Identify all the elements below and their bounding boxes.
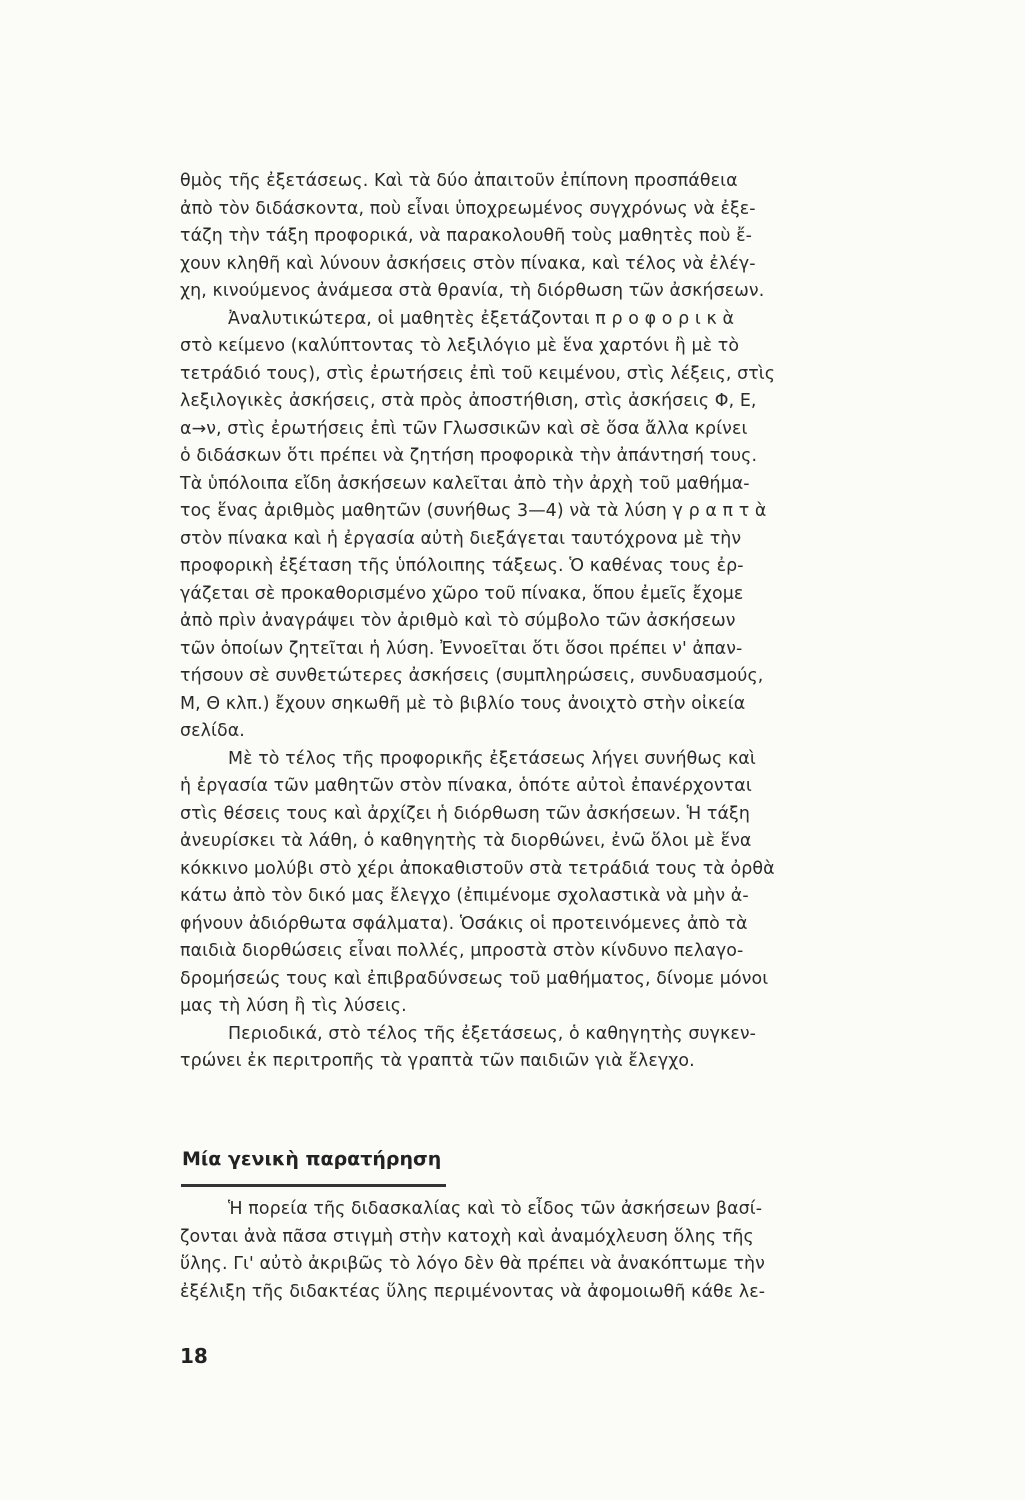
text-line: Τὰ ὑπόλοιπα εἴδη ἀσκήσεων καλεῖται ἀπὸ τὴν ἀρχὴ τοῦ μαθήμα-	[180, 473, 750, 494]
heading-underline	[181, 1184, 446, 1187]
text-line: Ἡ πορεία τῆς διδασκαλίας καὶ τὸ εἶδος τῶν ἀσκήσεων βασί-	[228, 1199, 763, 1219]
text-line: τῶν ὁποίων ζητεῖται ἡ λύση. Ἐννοεῖται ὅτι ὅσοι πρέπει ν' ἀπαν-	[180, 638, 743, 659]
text-line: κόκκινο μολύβι στὸ χέρι ἀποκαθιστοῦν στὰ τετράδιά τους τὰ ὀρθὰ	[180, 858, 775, 879]
text-line: ὕλης. Γι' αὐτὸ ἀκριβῶς τὸ λόγο δὲν θὰ πρέπει νὰ ἀνακόπτωμε τὴν	[180, 1254, 765, 1274]
text-line: τήσουν σὲ συνθετώτερες ἀσκήσεις (συμπληρώσεις, συνδυασμούς,	[180, 666, 764, 686]
text-line: τετράδιό τους), στὶς ἐρωτήσεις ἐπὶ τοῦ κειμένου, στὶς λέξεις, στὶς	[180, 363, 776, 384]
text-line: τος ἕνας ἀριθμὸς μαθητῶν (συνήθως 3—4) νὰ τὰ λύση γ ρ α π τ ὰ	[180, 501, 767, 521]
text-line: κάτω ἀπὸ τὸν δικό μας ἔλεγχο (ἐπιμένομε σχολαστικὰ νὰ μὴν ἀ-	[180, 886, 749, 906]
body-text	[180, 168, 867, 1076]
text-line: φήνουν ἀδιόρθωτα σφάλματα). Ὁσάκις οἱ προτεινόμενες ἀπὸ τὰ	[180, 913, 748, 934]
text-line: μας τὴ λύση ἢ τὶς λύσεις.	[180, 996, 407, 1016]
text-line: σελίδα.	[180, 721, 245, 741]
text-line: τάζη τὴν τάξη προφορικά, νὰ παρακολουθῆ τοὺς μαθητὲς ποὺ ἔ-	[180, 226, 753, 246]
text-line: θμὸς τῆς ἐξετάσεως. Καὶ τὰ δύο ἀπαιτοῦν ἐπίπονη προσπάθεια	[180, 171, 738, 191]
text-line: γάζεται σὲ προκαθορισμένο χῶρο τοῦ πίνακα, ὅπου ἐμεῖς ἔχομε	[180, 583, 744, 604]
text-line: στὶς θέσεις τους καὶ ἀρχίζει ἡ διόρθωση τῶν ἀσκήσεων. Ἡ τάξη	[180, 803, 750, 824]
text-line: ἐξέλιξη τῆς διδακτέας ὕλης περιμένοντας νὰ ἀφομοιωθῆ κάθε λε-	[180, 1281, 766, 1302]
section-heading: Μία γενικὴ παρατήρηση	[182, 1148, 442, 1170]
text-line: Μὲ τὸ τέλος τῆς προφορικῆς ἐξετάσεως λήγει συνήθως καὶ	[228, 748, 756, 769]
text-line: χουν κληθῆ καὶ λύνουν ἀσκήσεις στὸν πίνακα, καὶ τέλος νὰ ἐλέγ-	[180, 253, 756, 274]
text-line: προφορικὴ ἐξέταση τῆς ὑπόλοιπης τάξεως. Ὁ καθένας τους ἐρ-	[180, 556, 744, 576]
text-line: ἡ ἐργασία τῶν μαθητῶν στὸν πίνακα, ὁπότε αὐτοὶ ἐπανέρχονται	[180, 776, 752, 796]
text-line: ἀπὸ πρὶν ἀναγράψει τὸν ἀριθμὸ καὶ τὸ σύμβολο τῶν ἀσκήσεων	[180, 611, 736, 631]
text-line: στὸ κείμενο (καλύπτοντας τὸ λεξιλόγιο μὲ ἕνα χαρτόνι ἢ μὲ τὸ	[180, 336, 740, 356]
text-line: α→ν, στὶς ἐρωτήσεις ἐπὶ τῶν Γλωσσικῶν καὶ σὲ ὅσα ἄλλα κρίνει	[180, 418, 748, 439]
text-line: τρώνει ἐκ περιτροπῆς τὰ γραπτὰ τῶν παιδιῶν γιὰ ἔλεγχο.	[180, 1051, 695, 1071]
text-line: χη, κινούμενος ἀνάμεσα στὰ θρανία, τὴ διόρθωση τῶν ἀσκήσεων.	[180, 281, 765, 301]
text-line: παιδιὰ διορθώσεις εἶναι πολλές, μπροστὰ στὸν κίνδυνο πελαγο-	[180, 941, 744, 961]
text-line: δρομήσεώς τους καὶ ἐπιβραδύνσεως τοῦ μαθήματος, δίνομε μόνοι	[180, 968, 769, 989]
text-line: ὁ διδάσκων ὅτι πρέπει νὰ ζητήση προφορικὰ τὴν ἀπάντησή τους.	[180, 446, 758, 466]
text-line: Μ, Θ κλπ.) ἔχουν σηκωθῆ μὲ τὸ βιβλίο τους ἀνοιχτὸ στὴν οἰκεία	[180, 693, 746, 714]
text-line: ἀνευρίσκει τὰ λάθη, ὁ καθηγητὴς τὰ διορθώνει, ἐνῶ ὅλοι μὲ ἕνα	[180, 831, 752, 851]
page-number: 18	[180, 1344, 208, 1368]
text-line: ζονται ἀνὰ πᾶσα στιγμὴ στὴν κατοχὴ καὶ ἀναμόχλευση ὅλης τῆς	[180, 1226, 754, 1247]
text-line: στὸν πίνακα καὶ ἡ ἐργασία αὐτὴ διεξάγεται ταυτόχρονα μὲ τὴν	[180, 528, 742, 549]
text-line: Ἀναλυτικώτερα, οἱ μαθητὲς ἐξετάζονται π ρ ο φ ο ρ ι κ ὰ	[228, 308, 735, 329]
text-line: λεξιλογικὲς ἀσκήσεις, στὰ πρὸς ἀποστήθιση, στὶς ἀσκήσεις Φ, Ε,	[180, 391, 757, 411]
text-line: ἀπὸ τὸν διδάσκοντα, ποὺ εἶναι ὑποχρεωμένος συγχρόνως νὰ ἐξε-	[180, 198, 756, 219]
text-line: Περιοδικά, στὸ τέλος τῆς ἐξετάσεως, ὁ καθηγητὴς συγκεν-	[228, 1023, 757, 1044]
section-text	[180, 1196, 867, 1306]
